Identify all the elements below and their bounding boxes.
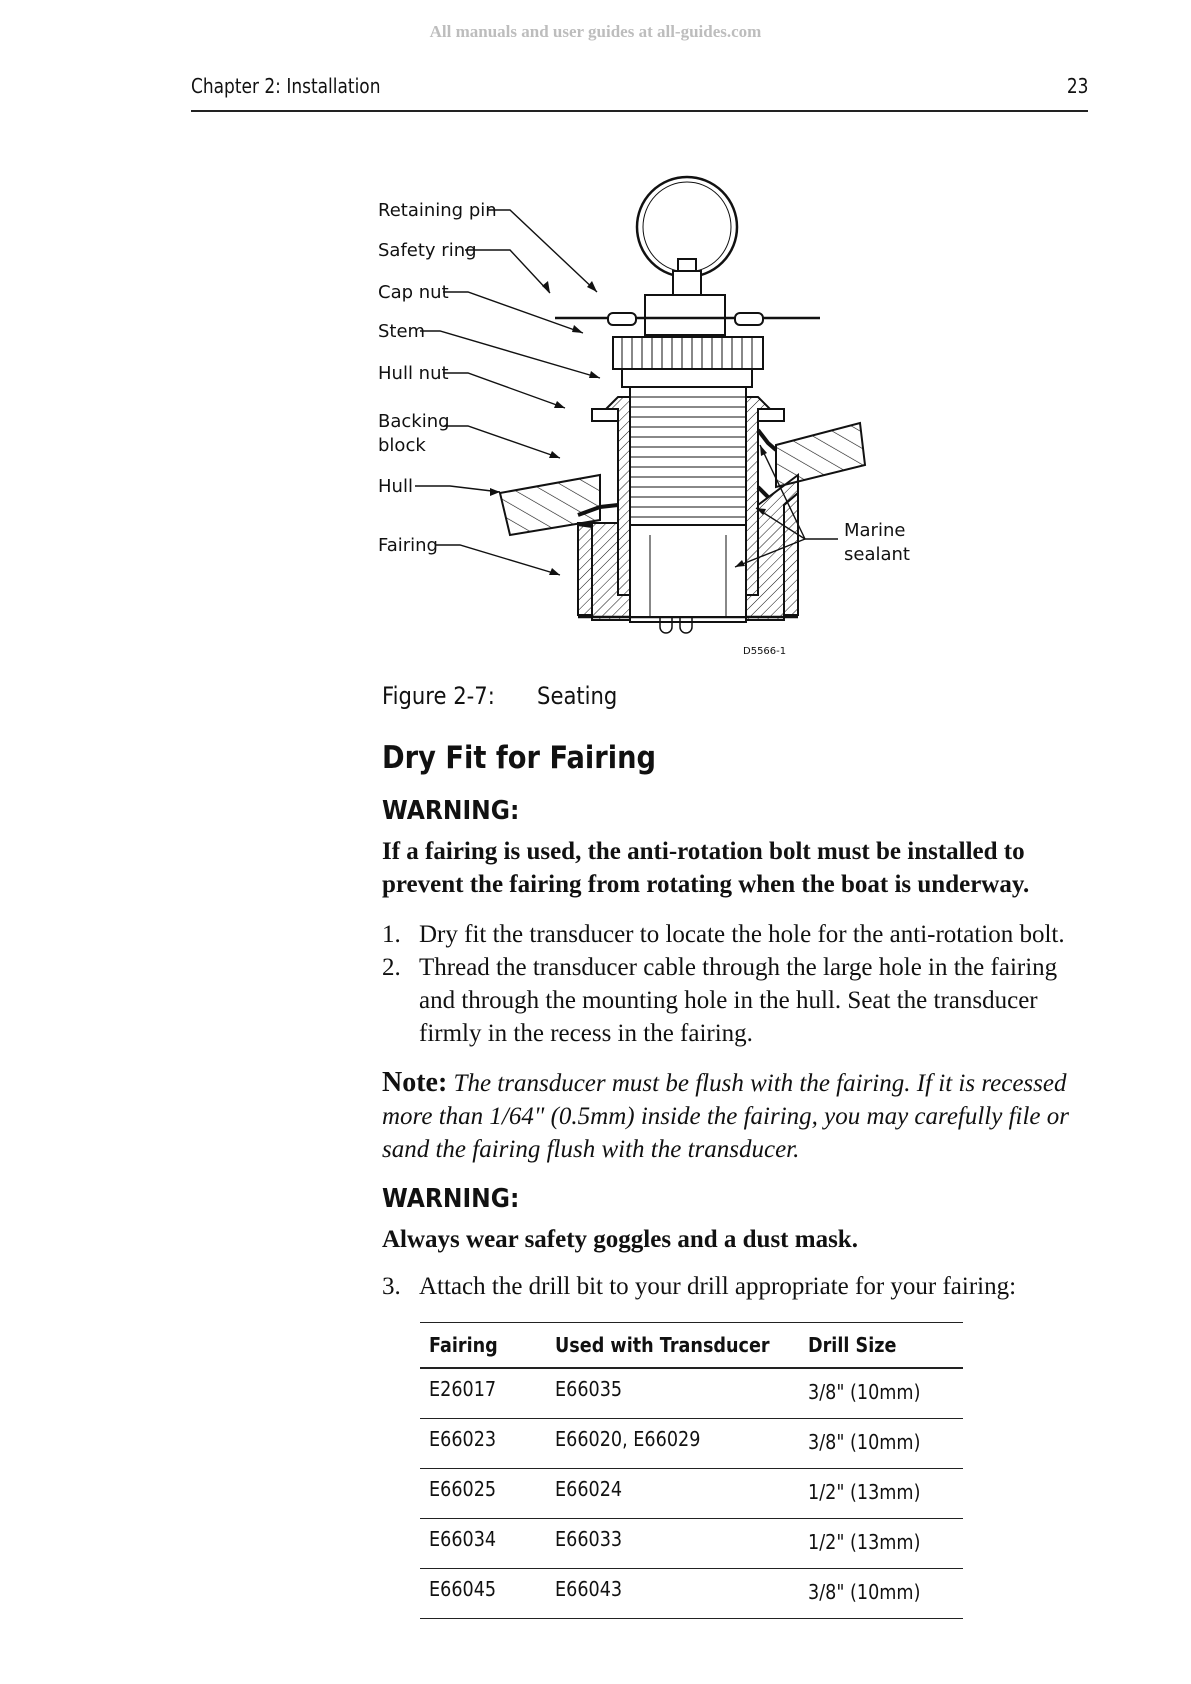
step-text: Attach the drill bit to your drill appropriate for your fairing: <box>419 1273 1017 1300</box>
note-label: Note: <box>382 1067 448 1098</box>
list-item <box>382 1270 1088 1303</box>
label-backing-block-2: block <box>378 435 426 456</box>
cell-drill-size: 3/8" (10mm) <box>799 1368 963 1419</box>
cell-transducer: E66024 <box>546 1469 799 1519</box>
cell-fairing: E66045 <box>429 1577 497 1601</box>
header-used-with-transducer: Used with Transducer <box>546 1323 799 1369</box>
list-item <box>382 951 1088 1050</box>
step-3-list <box>382 1270 1088 1303</box>
warning-2-title: WARNING: <box>382 1184 520 1214</box>
label-cap-nut: Cap nut <box>378 282 449 303</box>
label-hull-nut: Hull nut <box>378 363 449 384</box>
cell-drill-size: 1/2" (13mm) <box>799 1469 963 1519</box>
label-marine-sealant-2: sealant <box>844 544 910 565</box>
cell-fairing: E66025 <box>420 1469 546 1519</box>
header-fairing: Fairing <box>420 1323 546 1369</box>
cell-transducer: E66043 <box>555 1577 623 1601</box>
table-header-row <box>420 1323 963 1369</box>
list-item <box>382 918 1088 951</box>
cell-drill-size: 3/8" (10mm) <box>807 1580 921 1604</box>
figure-number: Figure 2-7: <box>382 682 495 710</box>
chapter-title: Chapter 2: Installation <box>191 74 381 98</box>
label-fairing: Fairing <box>378 535 438 556</box>
label-stem: Stem <box>378 321 426 342</box>
warning-1-text: If a fairing is used, the anti-rotation bolt must be installed to prevent the fairing from rotating when the boat is underway. <box>382 838 1030 898</box>
label-retaining-pin: Retaining pin <box>378 200 497 221</box>
cell-transducer: E66035 <box>546 1368 799 1419</box>
table-row <box>420 1569 963 1619</box>
table-row <box>420 1519 963 1569</box>
step-number: 2. <box>382 954 401 981</box>
note <box>382 1066 1088 1166</box>
steps-list <box>382 918 1088 1050</box>
seating-diagram <box>360 175 980 675</box>
cell-transducer: E66020, E66029 <box>546 1419 799 1469</box>
step-text: Dry fit the transducer to locate the hole for the anti-rotation bolt. <box>419 921 1065 948</box>
step-text: Thread the transducer cable through the large hole in the fairing and through the mounting hole in the hull. Seat the transducer firmly in the recess in the fairing. <box>419 954 1058 1047</box>
watermark: All manuals and user guides at all-guides.com <box>429 22 762 41</box>
figure-caption <box>382 682 617 710</box>
label-marine-sealant-1: Marine <box>844 520 906 541</box>
table-row <box>420 1419 963 1469</box>
step-number: 3. <box>382 1273 401 1300</box>
label-hull: Hull <box>378 476 413 497</box>
cap-nut-shape <box>613 337 763 369</box>
note-text: The transducer must be flush with the fairing. If it is recessed more than 1/64" (0.5mm) inside the fairing, you may carefully file or sand the fairing flush with the transducer. <box>382 1070 1070 1163</box>
drill-size-table <box>420 1322 963 1619</box>
header-drill-size: Drill Size <box>799 1323 963 1369</box>
table-row <box>420 1469 963 1519</box>
drawing-id: D5566-1 <box>743 646 787 657</box>
section-title: Dry Fit for Fairing <box>382 740 657 776</box>
cell-drill-size: 1/2" (13mm) <box>799 1519 963 1569</box>
warning-2-text: Always wear safety goggles and a dust mask. <box>382 1226 858 1253</box>
cell-drill-size: 3/8" (10mm) <box>799 1419 963 1469</box>
figure-title: Seating <box>537 682 618 710</box>
page-number: 23 <box>1066 74 1088 98</box>
cell-transducer: E66033 <box>546 1519 799 1569</box>
label-backing-block-1: Backing <box>378 411 450 432</box>
cell-fairing: E66023 <box>420 1419 546 1469</box>
page-header <box>191 74 1088 112</box>
table-row <box>420 1368 963 1419</box>
cell-fairing: E66034 <box>420 1519 546 1569</box>
label-safety-ring: Safety ring <box>378 240 477 261</box>
step-number: 1. <box>382 921 401 948</box>
warning-1-title: WARNING: <box>382 796 520 826</box>
cell-fairing: E26017 <box>420 1368 546 1419</box>
